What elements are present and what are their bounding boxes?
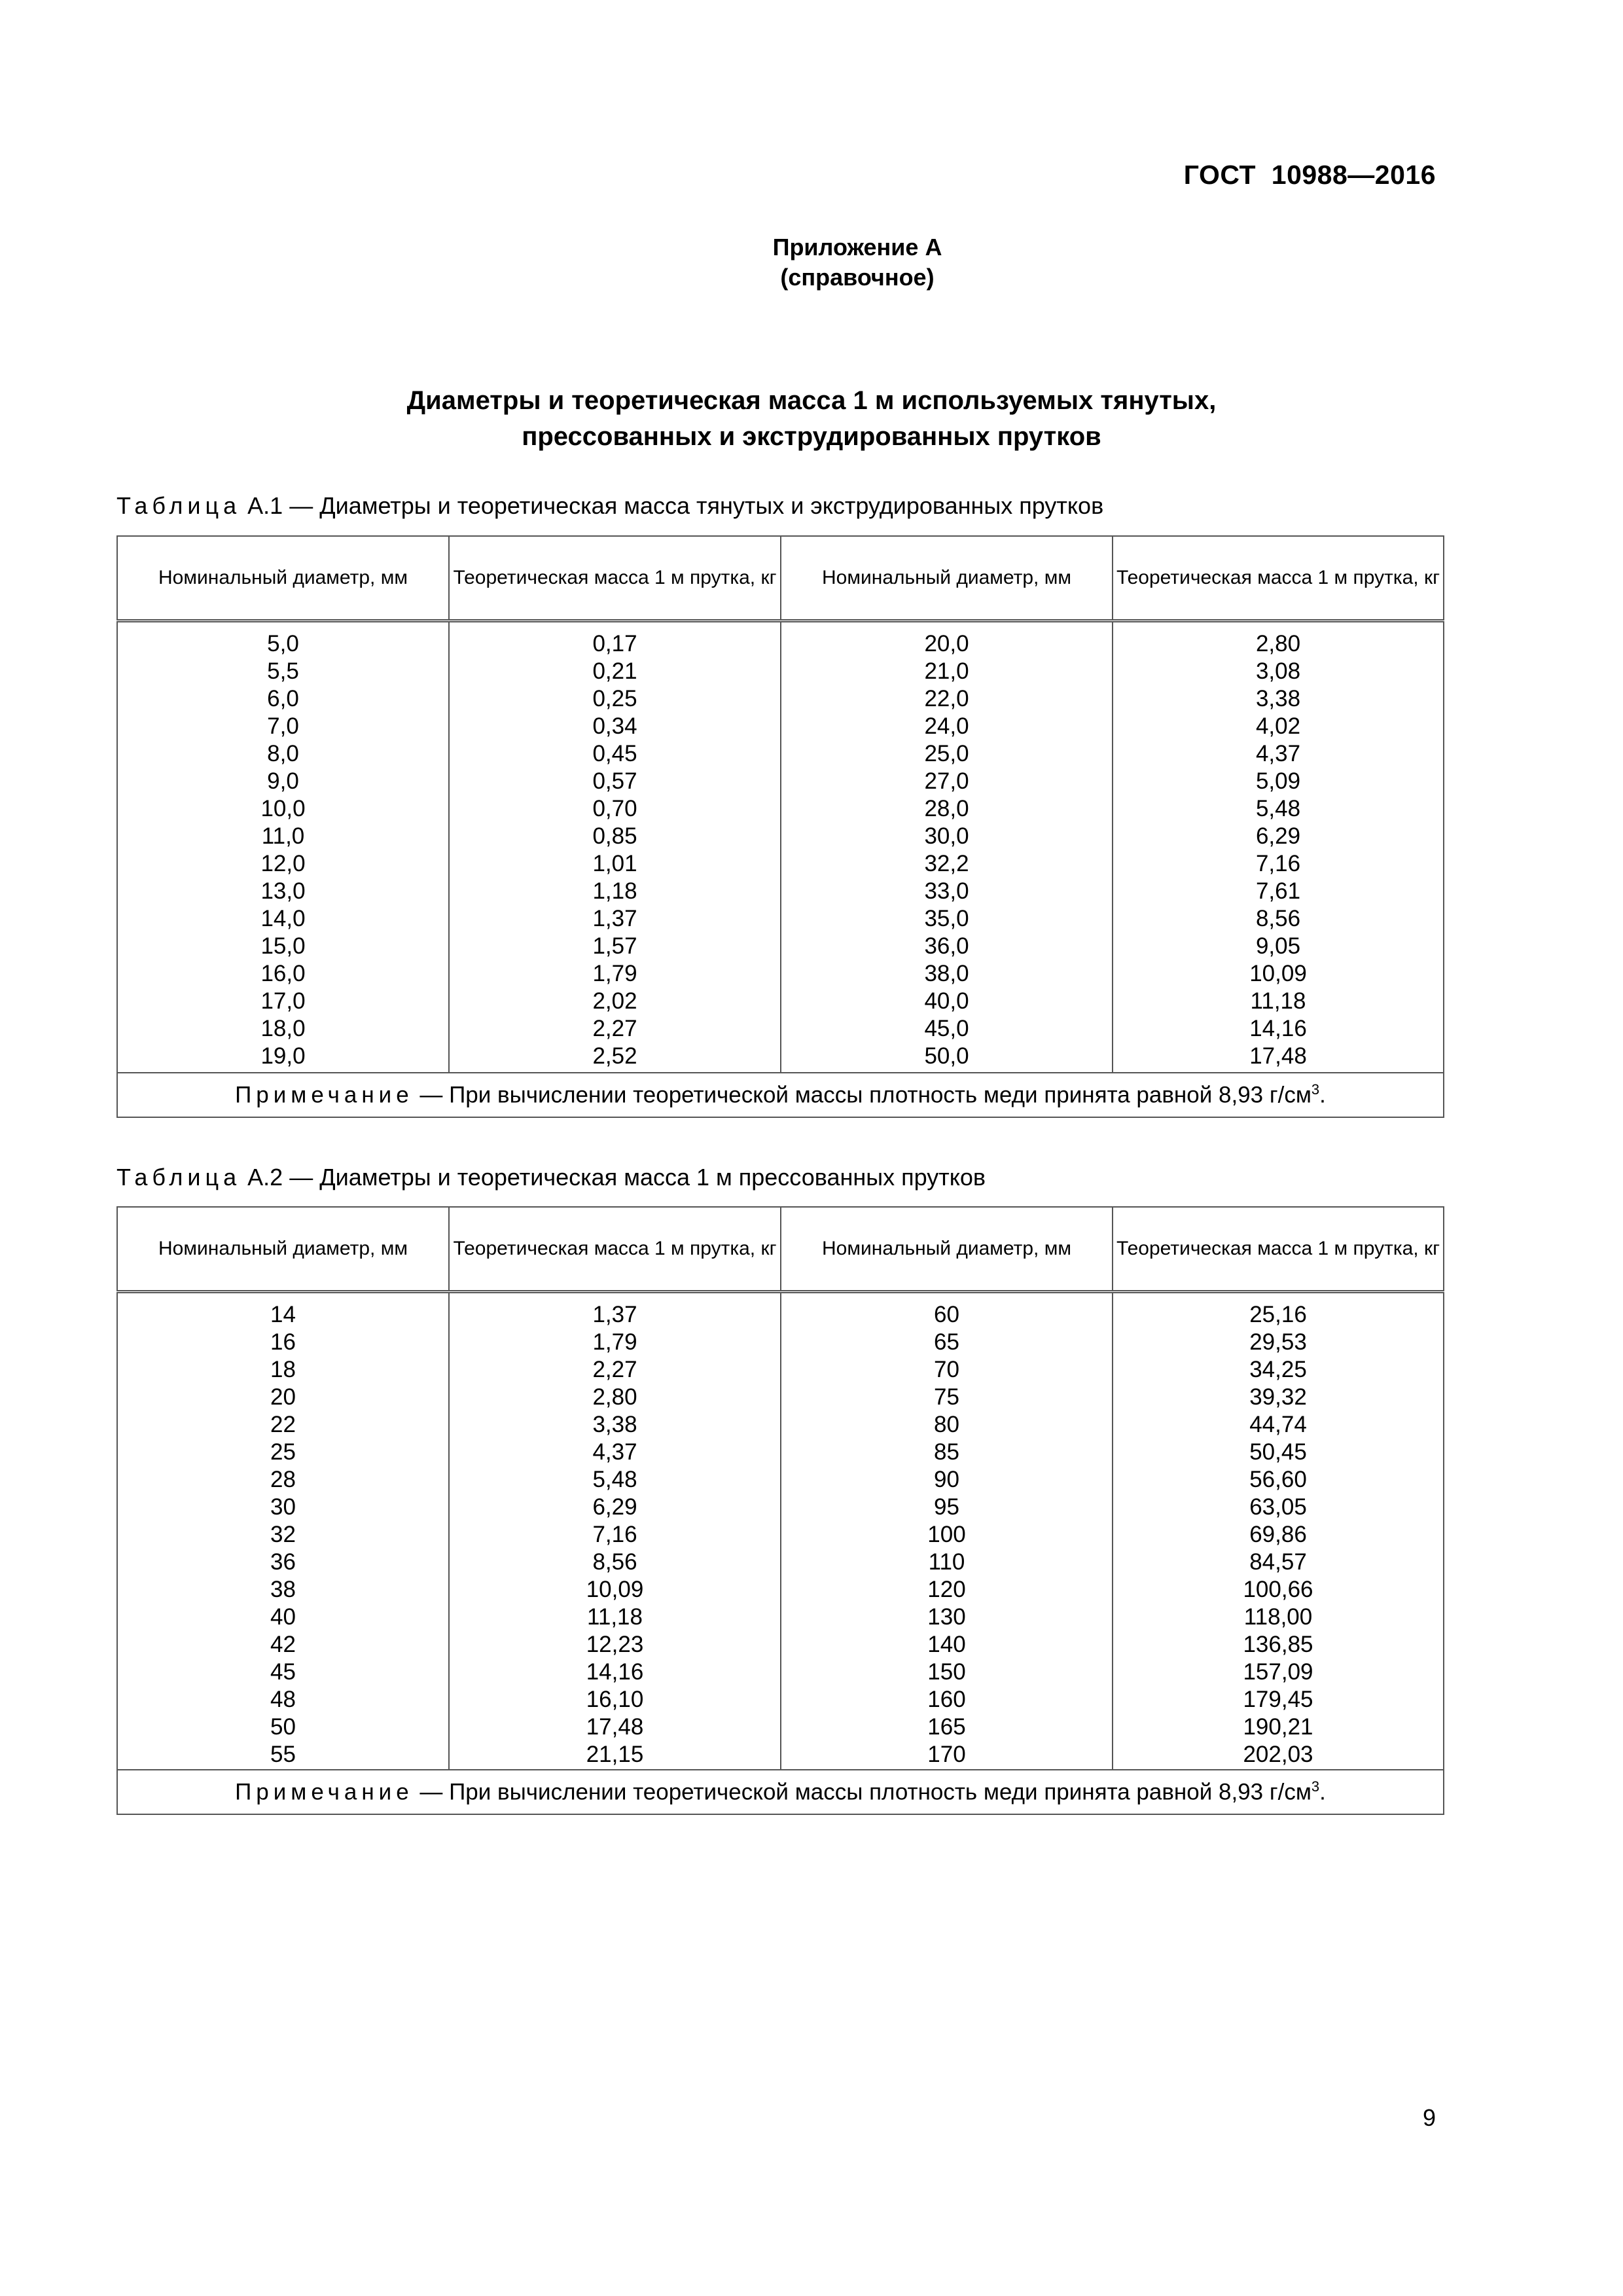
table-a1-col-mass-2-cell: 4,37: [1255, 741, 1301, 766]
table-a2-col-mass-1-cell: 10,09: [586, 1577, 644, 1602]
table-a1-note: [117, 1073, 1444, 1117]
table-a2-col-mass-2-cell: 157,09: [1243, 1659, 1313, 1685]
table-a2-col-mass-2-cell: 118,00: [1243, 1604, 1313, 1630]
table-a1-col-mass-1-cell: 0,21: [592, 658, 637, 684]
table-a2-col-diameter-2-cell: 75: [934, 1384, 959, 1410]
table-a2-col-mass-1-cell: 5,48: [592, 1467, 637, 1492]
table-a2-col-mass-2-cell: 29,53: [1249, 1329, 1307, 1355]
table-a2-col-mass-1-cell: 4,37: [592, 1439, 637, 1465]
table-a2-note-sup: 3: [1311, 1778, 1320, 1795]
table-a1-col-diameter-1-cell: 11,0: [261, 823, 305, 849]
table-a2-col-diameter-1-cell: 20: [270, 1384, 296, 1410]
table-a2-col-diameter-1-cell: 55: [270, 1742, 296, 1767]
table-a1-col-mass-1-cell: 1,37: [592, 906, 637, 931]
table-a2-col-mass-2: [1113, 1292, 1444, 1770]
table-a1-col-diameter-1-cell: 9,0: [267, 768, 299, 794]
table-a2-col-diameter-1-cell: 40: [270, 1604, 296, 1630]
table-a1-col-diameter-2-cell: 28,0: [924, 796, 969, 821]
table-a1-col-mass-1: [449, 621, 781, 1073]
table-a2-note-end: .: [1319, 1779, 1326, 1805]
table-a1-col-diameter-2-cell: 45,0: [924, 1016, 969, 1041]
table-a2-col-mass-1-cell: 11,18: [587, 1604, 643, 1630]
table-a2-col-diameter-1-cell: 28: [270, 1467, 296, 1492]
table-a2-col-mass-1-cell: 2,27: [592, 1357, 637, 1382]
table-a1-col-mass-2-cell: 7,16: [1255, 851, 1301, 876]
table-a2-col-mass-1-cell: 1,37: [592, 1302, 637, 1327]
table-a1-col-diameter-2-cell: 24,0: [924, 713, 969, 739]
table-a1-header-diameter-2: Номинальный диаметр, мм: [781, 536, 1113, 621]
table-a2-col-mass-1-cell: 12,23: [586, 1632, 644, 1657]
table-a2-col-diameter-2-cell: 110: [928, 1549, 965, 1575]
table-a2-col-diameter-2-cell: 150: [927, 1659, 966, 1685]
table-a2-col-mass-2-cell: 25,16: [1249, 1302, 1307, 1327]
table-a1-col-diameter-2-cell: 27,0: [924, 768, 969, 794]
table-a1-col-mass-2-cell: 17,48: [1249, 1043, 1307, 1069]
table-a1-note-label: Примечание: [235, 1082, 414, 1108]
table-a1-col-mass-1-cell: 2,27: [592, 1016, 637, 1041]
table-a1-col-mass-2-cell: 3,38: [1255, 686, 1301, 711]
table-a1-col-diameter-2-cell: 40,0: [924, 988, 969, 1014]
table-a1-col-mass-1-cell: 1,18: [592, 878, 637, 904]
table-a1-col-mass-2-cell: 10,09: [1249, 961, 1307, 986]
table-a2-col-diameter-2-cell: 100: [927, 1522, 966, 1547]
table-a2-col-mass-1-cell: 8,56: [592, 1549, 637, 1575]
table-a2-header-diameter-1: Номинальный диаметр, мм: [117, 1207, 449, 1292]
table-a1-col-diameter-2-cell: 50,0: [924, 1043, 969, 1069]
table-a1-col-diameter-1-cell: 7,0: [267, 713, 299, 739]
table-a2-col-mass-2-cell: 84,57: [1249, 1549, 1307, 1575]
table-a2-col-mass-1-cell: 3,38: [592, 1412, 637, 1437]
table-a2: [116, 1206, 1444, 1815]
table-a1-col-diameter-1-cell: 17,0: [260, 988, 306, 1014]
table-a2-col-diameter-1-cell: 42: [270, 1632, 296, 1657]
table-a2-col-mass-2-cell: 202,03: [1243, 1742, 1313, 1767]
table-a1-header-mass-1: Теоретическая масса 1 м прутка, кг: [449, 536, 781, 621]
table-a1-col-diameter-2-cell: 21,0: [924, 658, 969, 684]
table-a2-col-diameter-1-cell: 45: [270, 1659, 296, 1685]
table-a1-body-row: [117, 621, 1444, 1073]
table-a1-col-mass-1-cell: 1,79: [592, 961, 637, 986]
table-a1-col-mass-1-cell: 1,01: [592, 851, 637, 876]
table-a2-col-mass-2-cell: 34,25: [1249, 1357, 1307, 1382]
table-a1-col-mass-2-cell: 3,08: [1255, 658, 1301, 684]
table-a2-col-diameter-1-cell: 22: [270, 1412, 296, 1437]
table-a1-col-diameter-1: [117, 621, 449, 1073]
appendix-title: Приложение А: [772, 234, 942, 260]
table-a2-col-diameter-1-cell: 18: [270, 1357, 296, 1382]
table-a2-col-mass-1-cell: 7,16: [592, 1522, 637, 1547]
table-a2-caption: [116, 1164, 986, 1191]
section-title-line1: Диаметры и теоретическая масса 1 м используемых тянутых,: [406, 386, 1217, 415]
table-a2-col-diameter-1-cell: 38: [270, 1577, 296, 1602]
table-a1-col-diameter-1-cell: 18,0: [260, 1016, 306, 1041]
table-a1-col-diameter-1-cell: 16,0: [260, 961, 306, 986]
table-a1-col-diameter-2-cell: 33,0: [924, 878, 969, 904]
table-a1-header-mass-2: Теоретическая масса 1 м прутка, кг: [1113, 536, 1444, 621]
table-a1-header-row: [117, 536, 1444, 621]
table-a1-col-diameter-2-cell: 32,2: [924, 851, 969, 876]
table-a1-col-diameter-2-cell: 38,0: [924, 961, 969, 986]
table-a2-col-mass-2-cell: 39,32: [1249, 1384, 1307, 1410]
table-a2-col-mass-1-cell: 17,48: [586, 1714, 644, 1740]
table-a1-header-diameter-1: Номинальный диаметр, мм: [117, 536, 449, 621]
table-a2-col-diameter-1-cell: 48: [270, 1687, 296, 1712]
table-a1-col-diameter-1-cell: 6,0: [267, 686, 299, 711]
table-a2-col-mass-1-cell: 21,15: [586, 1742, 644, 1767]
table-a1-col-mass-2-cell: 4,02: [1255, 713, 1301, 739]
table-a1-col-mass-2-cell: 11,18: [1250, 988, 1306, 1014]
table-a2-col-mass-2-cell: 63,05: [1249, 1494, 1307, 1520]
table-a2-note-label: Примечание: [235, 1779, 414, 1805]
table-a2-col-diameter-1-cell: 50: [270, 1714, 296, 1740]
table-a1-col-diameter-2-cell: 25,0: [924, 741, 969, 766]
appendix-heading: [0, 232, 1623, 293]
table-a2-col-diameter-2-cell: 120: [927, 1577, 966, 1602]
table-a2-col-mass-1-cell: 16,10: [586, 1687, 644, 1712]
table-a2-col-diameter-2-cell: 170: [927, 1742, 966, 1767]
table-a2-header-mass-1: Теоретическая масса 1 м прутка, кг: [449, 1207, 781, 1292]
table-a2-col-diameter-2-cell: 95: [934, 1494, 959, 1520]
section-title: [0, 383, 1623, 455]
table-a1-col-mass-1-cell: 0,85: [592, 823, 637, 849]
table-a1-col-mass-1-cell: 0,34: [592, 713, 637, 739]
table-a2-header-mass-2: Теоретическая масса 1 м прутка, кг: [1113, 1207, 1444, 1292]
table-a2-col-diameter-1-cell: 25: [270, 1439, 296, 1465]
table-a2-col-mass-1-cell: 2,80: [592, 1384, 637, 1410]
table-a2-col-mass-2-cell: 50,45: [1249, 1439, 1307, 1465]
table-a1-caption: [116, 492, 1103, 520]
table-a2-col-mass-2-cell: 56,60: [1249, 1467, 1307, 1492]
table-a2-col-mass-1-cell: 14,16: [586, 1659, 644, 1685]
table-a2-col-diameter-2-cell: 160: [927, 1687, 966, 1712]
table-a2-col-diameter-2-cell: 60: [934, 1302, 959, 1327]
table-a2-col-diameter-1-cell: 32: [270, 1522, 296, 1547]
table-a1-col-mass-2-cell: 14,16: [1249, 1016, 1307, 1041]
table-a2-col-diameter-2-cell: 140: [927, 1632, 966, 1657]
table-a1-col-mass-1-cell: 0,57: [592, 768, 637, 794]
table-a1-col-mass-1-cell: 0,25: [592, 686, 637, 711]
table-a1-col-diameter-1-cell: 10,0: [260, 796, 306, 821]
table-a2-col-mass-2-cell: 136,85: [1243, 1632, 1313, 1657]
table-a2-col-mass-1-cell: 6,29: [592, 1494, 637, 1520]
table-a1-col-mass-2-cell: 5,48: [1255, 796, 1301, 821]
table-a2-col-mass-2-cell: 100,66: [1243, 1577, 1313, 1602]
table-a2-col-mass-2-cell: 179,45: [1243, 1687, 1313, 1712]
table-a2-col-diameter-2-cell: 130: [927, 1604, 966, 1630]
table-a2-col-mass-2-cell: 190,21: [1243, 1714, 1313, 1740]
table-a1-note-row: [117, 1073, 1444, 1117]
table-a2-col-diameter-1-cell: 36: [270, 1549, 296, 1575]
table-a1-col-diameter-1-cell: 8,0: [267, 741, 299, 766]
table-a1-col-diameter-1-cell: 13,0: [260, 878, 306, 904]
table-a1-col-diameter-1-cell: 14,0: [260, 906, 306, 931]
table-a2-body-row: [117, 1292, 1444, 1770]
table-a1-note-text: — При вычислении теоретической массы плотность меди принята равной 8,93 г/см: [413, 1082, 1311, 1108]
table-a1-col-mass-2-cell: 2,80: [1255, 631, 1301, 656]
table-a1-col-diameter-2-cell: 30,0: [924, 823, 969, 849]
table-a1-col-mass-2-cell: 7,61: [1255, 878, 1301, 904]
table-a1-col-diameter-1-cell: 19,0: [260, 1043, 306, 1069]
page-number: 9: [1422, 2104, 1436, 2131]
table-a2-col-diameter-2-cell: 165: [927, 1714, 966, 1740]
table-a2-note-row: [117, 1770, 1444, 1814]
table-a1-col-diameter-2-cell: 22,0: [924, 686, 969, 711]
table-a2-col-diameter-2-cell: 80: [934, 1412, 959, 1437]
table-a2-col-mass-2-cell: 44,74: [1249, 1412, 1307, 1437]
table-a2-col-diameter-2-cell: 90: [934, 1467, 959, 1492]
appendix-subtitle: (справочное): [780, 264, 935, 291]
table-a2-col-diameter-2-cell: 65: [934, 1329, 959, 1355]
table-a1-col-diameter-1-cell: 15,0: [260, 933, 306, 959]
table-a2-col-diameter-1-cell: 14: [270, 1302, 296, 1327]
table-a1-col-mass-2-cell: 6,29: [1255, 823, 1301, 849]
table-a1-col-diameter-1-cell: 12,0: [260, 851, 306, 876]
table-a2-col-mass-1-cell: 1,79: [592, 1329, 637, 1355]
table-a2-col-diameter-2: [781, 1292, 1113, 1770]
table-a1-col-mass-1-cell: 0,17: [592, 631, 637, 656]
table-a2-col-diameter-1: [117, 1292, 449, 1770]
table-a2-caption-label: Таблица: [116, 1164, 241, 1191]
table-a1-caption-label: Таблица: [116, 492, 241, 519]
table-a2-caption-text: А.2 — Диаметры и теоретическая масса 1 м прессованных прутков: [241, 1164, 986, 1191]
table-a2-col-mass-2-cell: 69,86: [1249, 1522, 1307, 1547]
table-a2-header-row: [117, 1207, 1444, 1292]
table-a1-col-mass-1-cell: 0,70: [592, 796, 637, 821]
table-a1-col-diameter-2-cell: 36,0: [924, 933, 969, 959]
table-a2-note-text: — При вычислении теоретической массы плотность меди принята равной 8,93 г/см: [413, 1779, 1311, 1805]
table-a2-col-diameter-1-cell: 16: [270, 1329, 296, 1355]
table-a2-col-diameter-2-cell: 85: [934, 1439, 959, 1465]
table-a1-col-diameter-1-cell: 5,5: [267, 658, 299, 684]
table-a2-col-diameter-1-cell: 30: [270, 1494, 296, 1520]
table-a1-col-mass-2-cell: 8,56: [1255, 906, 1301, 931]
table-a1-col-mass-2: [1113, 621, 1444, 1073]
table-a1-col-mass-1-cell: 2,52: [592, 1043, 637, 1069]
table-a1-col-diameter-2-cell: 20,0: [924, 631, 969, 656]
table-a2-note: [117, 1770, 1444, 1814]
table-a1-col-diameter-1-cell: 5,0: [267, 631, 299, 656]
document-code: ГОСТ 10988—2016: [1183, 160, 1436, 190]
table-a1-col-mass-1-cell: 2,02: [592, 988, 637, 1014]
table-a1-col-mass-1-cell: 1,57: [592, 933, 637, 959]
table-a2-col-diameter-2-cell: 70: [934, 1357, 959, 1382]
table-a1-col-diameter-2: [781, 621, 1113, 1073]
table-a1-col-mass-2-cell: 9,05: [1255, 933, 1301, 959]
table-a1-note-sup: 3: [1311, 1081, 1320, 1098]
table-a1-note-end: .: [1319, 1082, 1326, 1108]
table-a2-col-mass-1: [449, 1292, 781, 1770]
table-a1-col-mass-1-cell: 0,45: [592, 741, 637, 766]
section-title-line2: прессованных и экструдированных прутков: [522, 422, 1101, 451]
table-a1-col-diameter-2-cell: 35,0: [924, 906, 969, 931]
table-a2-header-diameter-2: Номинальный диаметр, мм: [781, 1207, 1113, 1292]
table-a1-col-mass-2-cell: 5,09: [1255, 768, 1301, 794]
table-a1-caption-text: А.1 — Диаметры и теоретическая масса тянутых и экструдированных прутков: [241, 492, 1104, 519]
table-a1: [116, 535, 1444, 1118]
